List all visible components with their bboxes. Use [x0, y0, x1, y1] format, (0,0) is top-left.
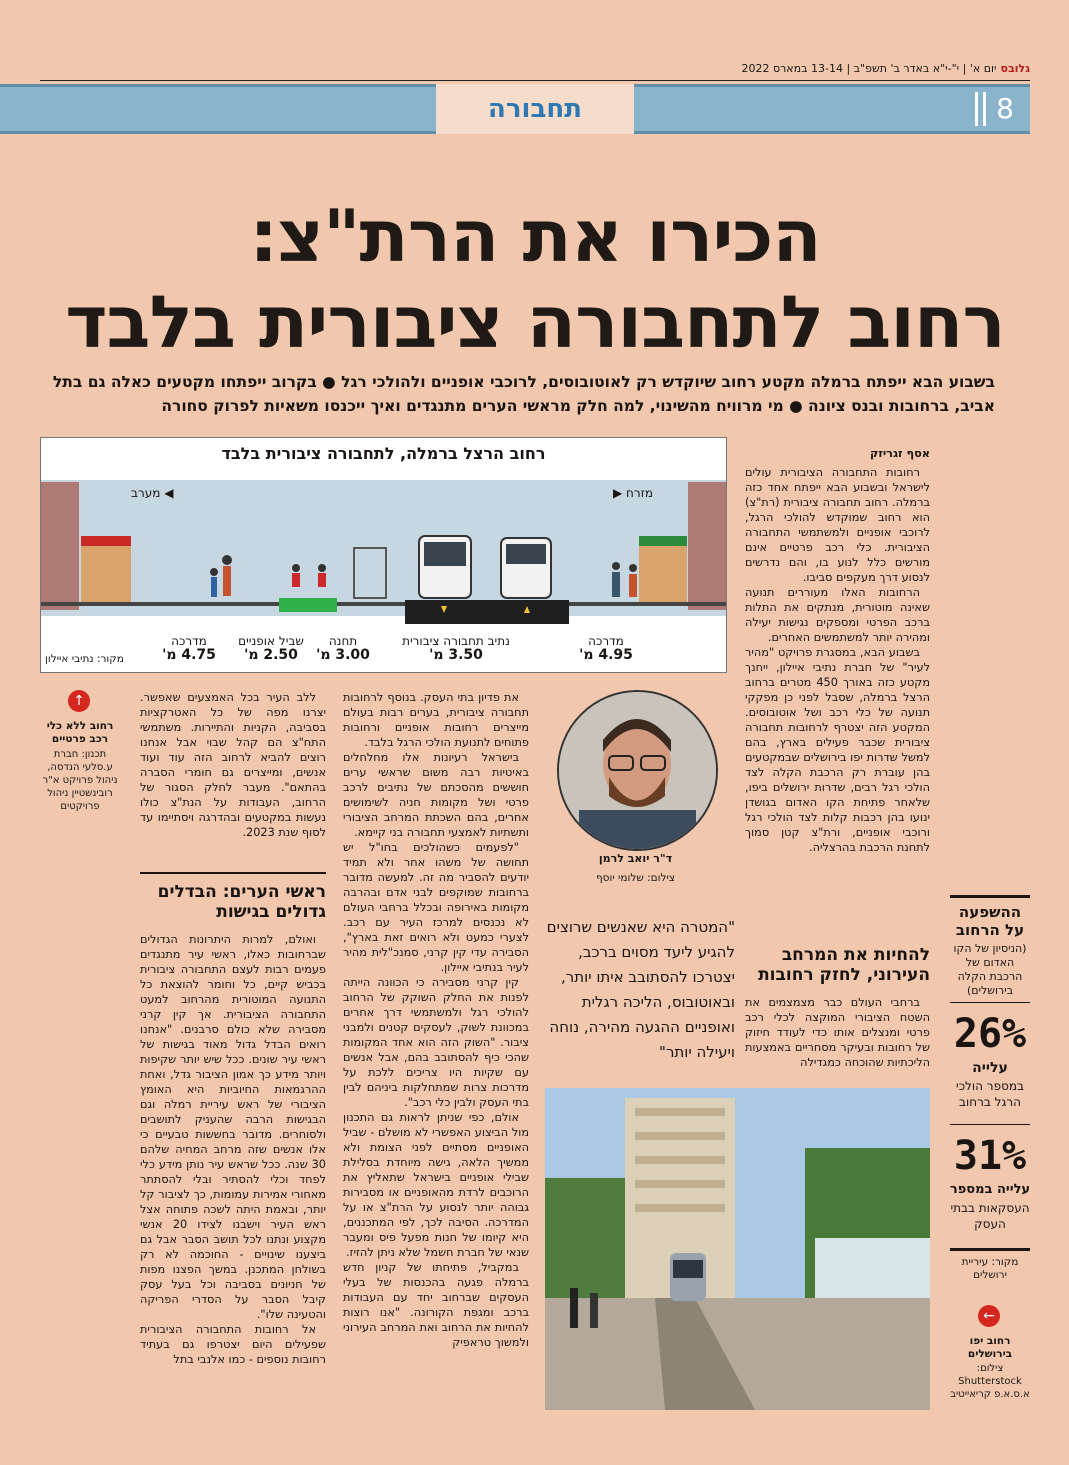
stat-1-desc: במספר הולכי הרגל ברחוב — [956, 1079, 1024, 1109]
paragraph: קין קרני מסבירה כי הכוונה הייתה לפנות את החלק השוקק של הרחוב להולכי רגל ולמשתמשי דרך אחרים במכוונת לשוק, לעסקים קטנים ולמבני ציבור. "השוק הזה הוא אחד המקומות שהכי כיף להסתובב בהם, אבל אנשים עם שקיות היו צריכים ללכת על מדרכות צרות שמתחלקות ביניהם לבין בתי העסק ולבין כלי רכב". — [343, 976, 529, 1109]
stat-1-label: עלייה — [972, 1060, 1008, 1076]
paragraph: ברחבי העולם כבר מצמצמים את השטח הציבורי המוקצה לכלי רכב פרטי ומנצלים אותו כדי לעודד חיזוק של רחובות ובעיקר מסחריים באמצעות הליכתיות שהוכחה כמגדילה — [745, 996, 930, 1069]
column-1-continued — [745, 995, 930, 1070]
author-byline: אסף זגריזק — [870, 447, 930, 460]
deck: בשבוע הבא ייפתח ברמלה מקטע רחוב שיוקדש רק לאוטובוסים, לרוכבי אופניים ולהולכי רגל ● בקרוב ייפתחו מקטעים כאלה גם בתל אביב, ברחובות ובנס ציונה ● מי מרוויח מהשינוי, למה חלק מראשי הערים מתנגדים ואיך ייכנסו משאיות לפרוק סחורה — [52, 373, 995, 415]
shop-right-icon — [639, 542, 687, 602]
paragraph: רחובות התחבורה הציבורית עולים לישראל ובשבוע הבא ייפתח אחד כזה ברמלה. רחוב תחבורה ציבורית (רת"צ) הוא רחוב שמוקדש להולכי הרגל, לרוכבי אופניים ולמשתמשי התחבורה הציבורית. כלי רכב פרטיים אינם מורשים כלל לנוע בו, והם נדרשים לנסוע דרך מעקפים סביבו. — [745, 466, 930, 584]
arrow-left-icon: ← — [978, 1305, 1000, 1327]
paragraph: "לפעמים כשהולכים בחו"ל יש תחושה של משהו אחר ולא תמיד יודעים להסביר מה זה. למעשה מדובר ברחובות שמוקפים לבני אדם ובהרבה מקומות באירופה ובכלל ברחבי העולם לא נכנסים למרכז העיר עם רכב. לצערי כמעט ולא רואים זאת בארץ", הסבירה עדי קין קרני, סמנכ"לית מהיר לעיר בנתיבי איילון. — [343, 841, 529, 974]
shop-awning-right-icon — [639, 536, 687, 546]
cyclist-icon — [318, 564, 326, 572]
paragraph: אל רחובות התחבורה הציבורית שפעילים היום יצטרפו גם בעתיד רחובות נוספים - כמו אלנבי בתל — [140, 1323, 326, 1366]
east-label: מזרח ▶ — [613, 486, 653, 500]
paragraph: בישראל רעיונות אלו מחלחלים באיטיות רבה משום שראשי ערים חוששים מהסכתם של נתיבים לרכב פרטי ושל מקומות חניה לשימושים אחרים, בהם השכתת המרחב הציבורי ותשתיות לאמצעי תחבורה בני קיימא. — [343, 751, 529, 839]
page-number-divider — [975, 92, 978, 126]
arrow-up-icon: ↑ — [68, 690, 90, 712]
arrow-left-icon: ◀ — [160, 486, 174, 500]
portrait-illustration — [559, 692, 716, 849]
lane-bike-path: שביל אופניים 2.50 מ' — [238, 634, 304, 663]
street-illustration — [41, 480, 726, 630]
paragraph: ללב העיר בכל האמצעים שאפשר. יצרנו מפה של כל האטרקציות בסביבה, הקניות והתיירות. משתמשי התח"צ הם קהל שבוי אבל אנחנו רוצים להביא לרחוב הזה עוד ועוד אנשים, ומייצרים גם חומרי הסברה בהתאם". מעבר לחלק הסגור של הרחוב, העבודות על הנת"צ כולו נעשות במקטעים ובהדרגה ויסתיימו עד לסוף שנת 2023. — [140, 691, 326, 839]
brand-logo: גלובס — [1000, 62, 1030, 75]
subhead-revive-urban-space: להחיות את המרחב העירוני, לחזק רחובות — [758, 945, 930, 985]
lane-public-transport: נתיב תחבורה ציבורית 3.50 מ' — [402, 634, 510, 663]
building-left-icon — [41, 482, 79, 610]
paragraph: בשבוע הבא, במסגרת פרויקט "מהיר לעיר" של חברת נתיבי איילון, ייחנך מקטע כזה באורך 450 מטרים ברחוב הרצל ברמלה, שסבל לפני כן מפקקי תנועה של כלי רכב ושל אוטובוסים. המקטע הזה יצטרף לרחובות תחבורה ציבורית שכבר פעילים בארץ, בהם למשל שדרות יפו בירושלים שבמקטעים בהן עוברת רק הרכבת הקלה לצד הולכי רגל רבים, שדרות ירושלים ביפו, שלאחר פתיחת הקו האדום בגושדן ינועו בהן רכבות קלות לצד הולכי רגל ורוכבי אופניים, ורת"צ קטן סמוך לתחנת הרכבת בהרצליה. — [745, 646, 930, 854]
diagram-source: מקור: נתיבי איילון — [45, 653, 124, 665]
paragraph: ואולם, למרות היתרונות הגדולים שברחובות כאלו, ראשי עיר מתנגדים פעמים רבות לעצם התחבורה ציבורית בכביש קיים, כל וחומר להוצאת כל התנועה המוטורית מהרחוב למעט התחבורה הציבורית. אך קין קרני מסבירה שלא כולם סרבנים. "אנחנו רואים הבדל גדול מאוד בגישות של ראשי עיר שונים. ככל שיש יותר שקיפות ויותר מידע כך אמון הציבור גדל, ואחת ההרגמאות החיוביות היא האומץ הציבורי של ראש עיריית רמלה וגם הבגישות הרבה שהעניק לתושבים ולסוחרים. מדובר בחששות טבעיים כי אלו אנשים שזה מרחב המחיה שלהם 30 שנה. ככל שראש עיר נותן מידע כלי לפחד וכלי להסתיר ובלי להסתתר מאחורי אמירות עמומות, כך לציבור קל יותר, ובאמת היתה לשכה פתוחה אצל ראש העיר וישבנו לצידו 20 אנשי מקצוע ונתנו לכל תושב הסבר אבל גם ביצענו שינויים - החוכמה לא רק בשולחן המתכנן. במשך הפצנו מפות של חניונים בסביבה וכל בעל עסק קיבל הסבר על הסדרי הפריקה והטעינה שלו". — [140, 933, 326, 1321]
article-column-3-continued — [140, 932, 326, 1367]
pedestrian-icon — [222, 555, 232, 565]
issue-date: יום א' | י"-י"א באדר ב' תשפ"ב | 13-14 במארס 2022 — [741, 62, 997, 75]
stat-2-label: עלייה במספר — [949, 1182, 1031, 1197]
arrow-right-icon: ▶ — [613, 486, 627, 500]
paragraph: אולם, כפי שניתן לראות גם התכנון מול הביצוע האפשרי לא מושלם - שביל האופניים מסתיים לפני הצומת ולא ממשיך הלאה, גישה מיוחדת בסלילת שבילי אופניים בישראל שתאליץ את הרוכבים לרדת מהאופניים או מסבירות גבוהה יותר לנסוע על הרת"צ או על המדרכה. הסיבה לכך, לפי המתכננים, היא קיומו של חנות מפעל פיס ומעבר שנאי של חברת חשמל שלא ניתן להזיז. — [343, 1111, 529, 1259]
street-diagram — [40, 437, 727, 673]
pedestrian-icon — [612, 562, 620, 570]
cyclist-icon — [292, 564, 300, 572]
stats-title: ההשפעה על הרחוב — [955, 903, 1025, 939]
building-right-icon — [688, 482, 726, 610]
column-1-text — [745, 465, 930, 855]
pull-quote: "המטרה היא שאנשים שרוצים להגיע ליעד מסוים ברכב, יצטרכו להסתובב איתו יותר, ובאוטובוס, הליכה רגלית ואופניים ההגעה מהירה, נוחה ויעילה יותר" — [546, 918, 735, 1061]
side-caption-top: רחוב ללא כלי רכב פרטיים — [46, 720, 114, 745]
diagram-title: רחוב הרצל ברמלה, לתחבורה ציבורית בלבד — [221, 444, 546, 463]
article-column-1 — [745, 446, 930, 855]
shop-left-icon — [81, 542, 131, 602]
side-credit-top: תכנון: חברת ע.סלעי הנדסה, ניהול פרויקט א"ר רובינשטיין ניהול פרויקטים — [42, 749, 118, 812]
page-number: 8 — [996, 92, 1014, 125]
stats-source: מקור: עיריית ירושלים — [961, 1256, 1019, 1281]
side-credit-bottom: צילום: Shutterstock א.ס.א.פ קריאייטיב — [950, 1363, 1030, 1400]
stat-1-value: 26% — [953, 1011, 1027, 1057]
pedestrian-icon — [629, 564, 637, 572]
stats-divider — [950, 1124, 1030, 1125]
street-photo — [545, 1088, 930, 1410]
child-pedestrian-icon — [210, 568, 218, 576]
shop-awning-left-icon — [81, 536, 131, 546]
subhead-mayors: ראשי הערים: הבדלים גדולים בגישות — [157, 882, 326, 922]
article-column-3 — [140, 690, 326, 840]
masthead — [40, 62, 1030, 78]
jerusalem-street-illustration — [545, 1088, 930, 1410]
subhead-rule — [140, 872, 326, 874]
lane-sidewalk-east: מדרכה 4.95 מ' — [579, 634, 633, 663]
masthead-rule — [40, 80, 1030, 81]
stat-2-desc: העסקאות בבתי העסק — [950, 1201, 1030, 1231]
portrait-photo — [557, 690, 718, 851]
section-label: תחבורה — [436, 84, 634, 134]
stats-bottom-rule — [950, 1248, 1030, 1251]
stats-divider — [950, 1002, 1030, 1003]
stats-subtitle: (הניסיון של הקו האדום של הרכבת הקלה בירושלים) — [953, 942, 1027, 997]
article-column-2 — [343, 690, 529, 1350]
portrait-name: ד"ר יואב לרמן — [598, 852, 673, 865]
bus-stop-shelter-icon — [354, 548, 386, 598]
section-bar-right — [634, 84, 1030, 134]
stat-2-value: 31% — [953, 1133, 1027, 1179]
paragraph: הרחובות האלו מעוררים תנועה שאינה מוטורית, מנתקים את התלות ברכב הפרטי ומספקים נגישות יעילה ומהירה יותר למשתמשים האחרים. — [745, 586, 930, 644]
side-caption-bottom: רחוב יפו בירושלים — [967, 1335, 1013, 1360]
bike-lane-icon — [279, 598, 337, 612]
bus-lane-icon — [405, 600, 569, 624]
lane-sidewalk-west: מדרכה 4.75 מ' — [162, 634, 216, 663]
stats-top-rule — [950, 895, 1030, 898]
section-bar-left — [0, 84, 436, 134]
paragraph: את פדיון בתי העסק. בנוסף לרחובות תחבורה ציבורית, בערים רבות בעולם מייצרים רחובות אופניים ורחובות פתוחים לתנועת הולכי הרגל בלבד. — [343, 691, 529, 749]
portrait-credit: צילום: שלומי יוסף — [595, 872, 676, 884]
headline-line-2: רחוב לתחבורה ציבורית בלבד — [65, 280, 1005, 364]
paragraph: במקביל, פתיחתו של קניון חדש ברמלה פגעה בהכנסות של בעלי העסקים שברחוב יחד עם העבודות ברכב ומגפת הקורונה. "אנו רוצות להחיות את הרחוב ואת המרחב העירוני ולמשוך טראפיק — [343, 1261, 529, 1349]
west-label: ◀ מערב — [131, 486, 174, 500]
curb — [41, 602, 726, 606]
page-number-divider — [983, 92, 986, 126]
lane-station: תחנה 3.00 מ' — [316, 634, 370, 663]
headline-line-1: הכירו את הרת"צ: — [249, 194, 821, 278]
